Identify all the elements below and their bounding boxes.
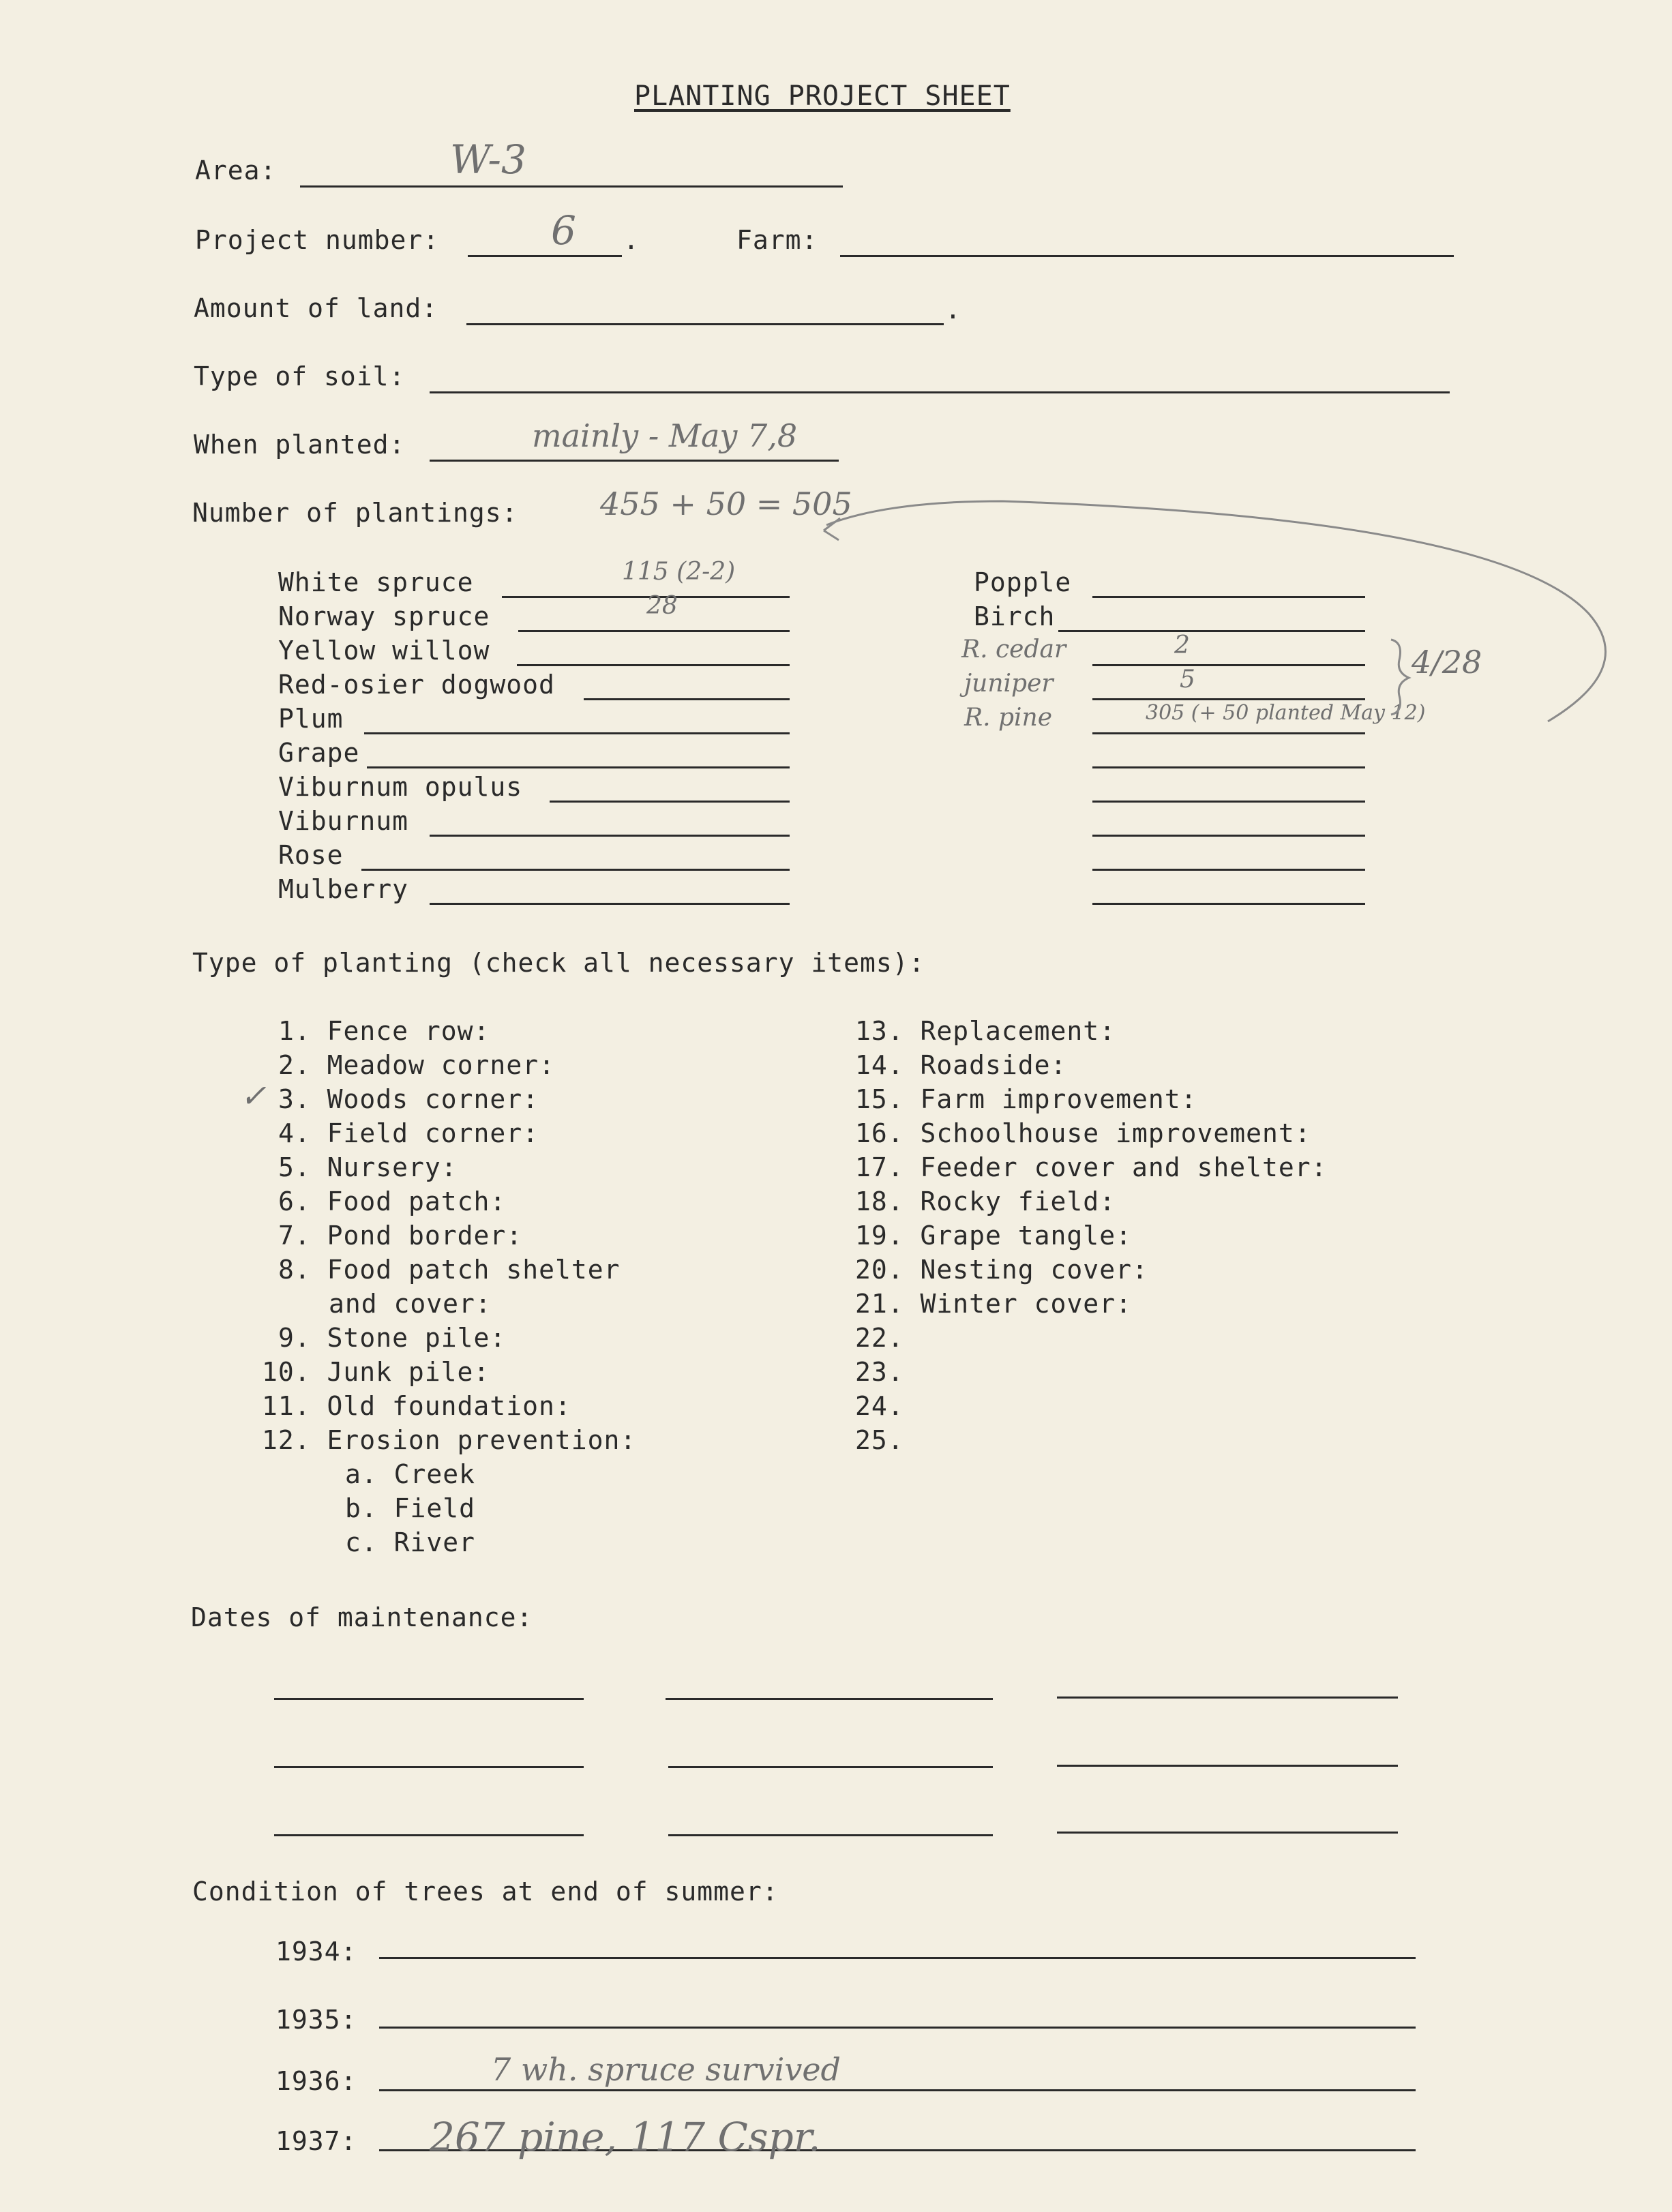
maintenance-date-line[interactable] [668,1834,993,1836]
when-planted-value[interactable]: mainly - May 7,8 [532,417,798,454]
project-number-label: Project number: [195,225,440,255]
condition-label: Condition of trees at end of summer: [192,1877,779,1907]
list-item[interactable]: 15. Farm improvement: [855,1084,1197,1114]
species-name: Birch [974,601,1056,631]
farm-label: Farm: [736,225,818,255]
species-name: R. cedar [961,636,1066,663]
list-item[interactable]: 10. Junk pile: [262,1357,490,1387]
list-item[interactable]: 24. [855,1391,904,1421]
list-item[interactable]: a. Creek [345,1459,476,1489]
project-number-dot: . [623,225,640,255]
check-mark: ✓ [240,1077,267,1114]
condition-year: 1934: [275,1937,357,1967]
condition-value[interactable]: 267 pine, 117 Cspr. [430,2114,821,2160]
list-item[interactable]: 9. Stone pile: [278,1323,507,1353]
type-of-soil-label: Type of soil: [194,361,406,391]
list-item[interactable]: 11. Old foundation: [262,1391,571,1421]
species-name: Yellow willow [278,636,490,666]
species-name: White spruce [278,567,474,597]
condition-year: 1936: [275,2066,357,2096]
area-label: Area: [195,155,277,185]
species-name: juniper [964,670,1054,698]
list-item[interactable]: b. Field [345,1493,476,1523]
maintenance-label: Dates of maintenance: [191,1602,533,1632]
list-item[interactable]: 17. Feeder cover and shelter: [855,1152,1328,1182]
list-item[interactable]: 20. Nesting cover: [855,1255,1148,1285]
project-number-value[interactable]: 6 [551,207,576,254]
condition-line [379,2089,1416,2091]
amount-of-land-dot: . [945,295,961,325]
list-item[interactable]: 13. Replacement: [855,1016,1116,1046]
maintenance-date-line[interactable] [666,1698,993,1700]
list-item[interactable]: 19. Grape tangle: [855,1221,1132,1251]
list-item[interactable]: 21. Winter cover: [855,1289,1132,1319]
species-name: Viburnum opulus [278,772,523,802]
maintenance-date-line[interactable] [1057,1832,1398,1834]
list-item[interactable]: 23. [855,1357,904,1387]
when-planted-label: When planted: [194,430,406,460]
species-name: Plum [278,704,344,734]
condition-year: 1935: [275,2005,357,2035]
condition-value[interactable]: 7 wh. spruce survived [491,2051,841,2088]
maintenance-date-line[interactable] [274,1698,584,1700]
species-name: Red-osier dogwood [278,670,555,700]
list-item[interactable]: 3. Woods corner: [278,1084,539,1114]
species-bracket-note: 4/28 [1412,644,1482,681]
list-item[interactable]: 8. Food patch shelter [278,1255,621,1285]
list-item[interactable]: 2. Meadow corner: [278,1050,555,1080]
list-item[interactable]: 4. Field corner: [278,1118,539,1148]
list-item[interactable]: 25. [855,1425,904,1455]
maintenance-date-line[interactable] [668,1766,993,1768]
maintenance-date-line[interactable] [274,1834,584,1836]
species-name: Norway spruce [278,601,490,631]
maintenance-date-line[interactable] [274,1766,584,1768]
species-name: Viburnum [278,806,409,836]
species-value[interactable]: 115 (2-2) [622,558,736,586]
species-value[interactable]: 2 [1174,631,1190,659]
condition-line[interactable] [379,1957,1416,1959]
maintenance-date-line[interactable] [1057,1765,1398,1767]
list-item[interactable]: 1. Fence row: [278,1016,490,1046]
list-item[interactable]: 12. Erosion prevention: [262,1425,637,1455]
list-item[interactable]: 7. Pond border: [278,1221,523,1251]
list-item[interactable]: 22. [855,1323,904,1353]
species-name: Rose [278,840,344,870]
species-name: Popple [974,567,1072,597]
species-name: Mulberry [278,874,409,904]
maintenance-date-line[interactable] [1057,1697,1398,1699]
page-title: PLANTING PROJECT SHEET [634,80,1011,112]
species-name: R. pine [964,704,1053,732]
list-item[interactable]: 18. Rocky field: [855,1186,1116,1216]
condition-year: 1937: [275,2126,357,2156]
number-of-plantings-label: Number of plantings: [192,498,518,528]
planting-types-heading: Type of planting (check all necessary items): [192,948,925,978]
list-item[interactable]: c. River [345,1527,476,1557]
list-item-continued: and cover: [329,1289,492,1319]
condition-line[interactable] [379,2027,1416,2029]
area-value[interactable]: W-3 [450,136,526,183]
species-value[interactable]: 305 (+ 50 planted May 12) [1146,701,1426,725]
list-item[interactable]: 14. Roadside: [855,1050,1067,1080]
list-item[interactable]: 16. Schoolhouse improvement: [855,1118,1311,1148]
number-of-plantings-value[interactable]: 455 + 50 = 505 [600,485,852,522]
amount-of-land-label: Amount of land: [194,293,438,323]
list-item[interactable]: 6. Food patch: [278,1186,507,1216]
species-name: Grape [278,738,360,768]
species-value[interactable]: 5 [1180,666,1195,693]
list-item[interactable]: 5. Nursery: [278,1152,458,1182]
species-value[interactable]: 28 [646,592,678,620]
